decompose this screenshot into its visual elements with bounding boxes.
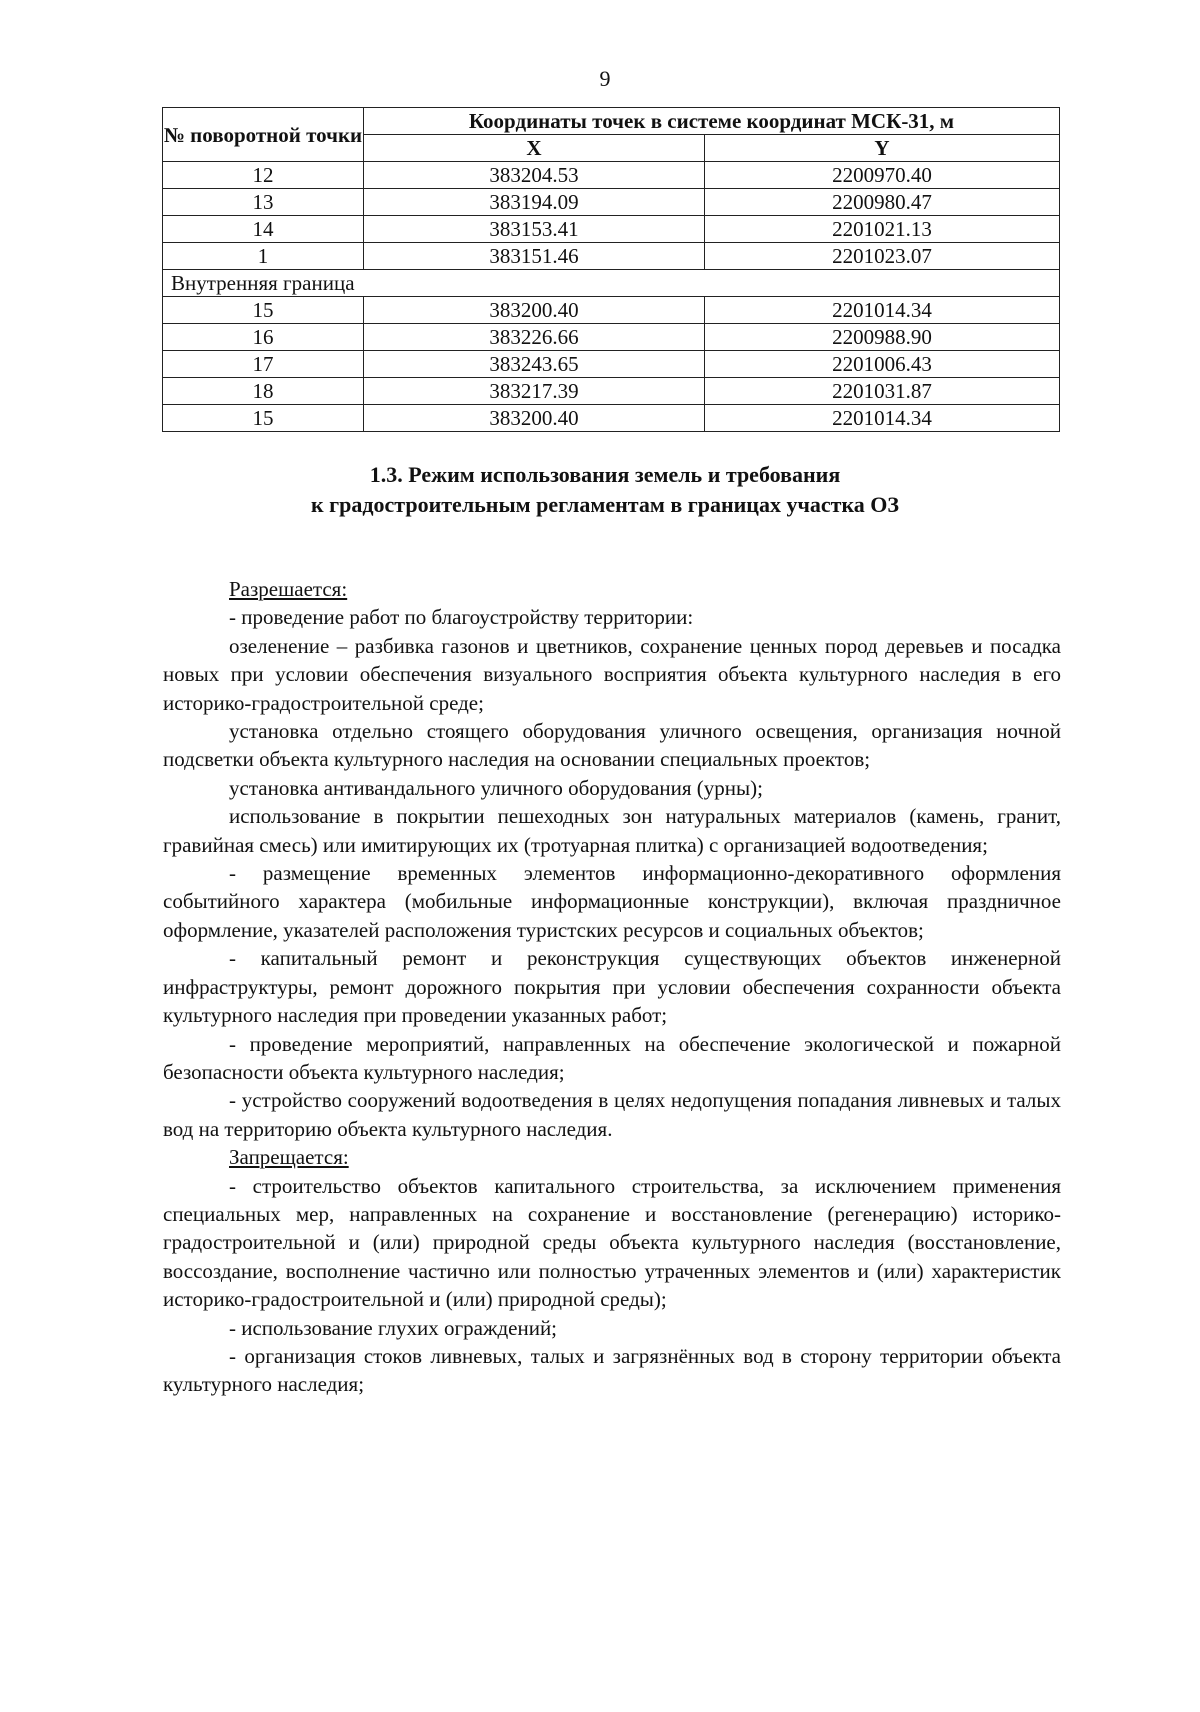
coordinates-table	[162, 107, 1060, 432]
page-number: 9	[599, 66, 611, 91]
paragraph: - использование глухих ограждений;	[229, 1315, 558, 1340]
cell-y: 2200970.40	[705, 162, 1060, 189]
allowed-label: Разрешается:	[229, 577, 348, 601]
section-inner-boundary: Внутренняя граница	[163, 270, 1060, 297]
cell-x: 383200.40	[364, 297, 705, 324]
paragraph: - капитальный ремонт и реконструкция существующих объектов инженерной инфраструктуры, ремонт дорожного покрытия при условии обеспечения сохранности объекта культурного наследия при проведении указанных работ;	[163, 946, 1061, 1028]
cell-n: 15	[163, 405, 364, 432]
cell-x: 383194.09	[364, 189, 705, 216]
cell-n: 13	[163, 189, 364, 216]
cell-x: 383243.65	[364, 351, 705, 378]
table-row	[163, 378, 1060, 405]
cell-x: 383204.53	[364, 162, 705, 189]
paragraph: установка отдельно стоящего оборудования уличного освещения, организация ночной подсветки объекта культурного наследия на основании специальных проектов;	[163, 719, 1061, 772]
heading-line: 1.3. Режим использования земель и требования	[369, 462, 841, 487]
cell-x: 383151.46	[364, 243, 705, 270]
table-row	[163, 189, 1060, 216]
table-header-row	[163, 108, 1060, 135]
paragraph: - организация стоков ливневых, талых и загрязнённых вод в сторону территории объекта культурного наследия;	[163, 1343, 1061, 1397]
cell-y: 2200988.90	[705, 324, 1060, 351]
section-heading	[0, 460, 1200, 520]
paragraph: озеленение – разбивка газонов и цветников, сохранение ценных пород деревьев и посадка новых при условии обеспечения визуального восприятия объекта культурного наследия в его историко-градостроительной среде;	[163, 633, 1061, 715]
table-row	[163, 351, 1060, 378]
heading-line: к градостроительным регламентам в границах участка ОЗ	[310, 492, 900, 517]
cell-n: 18	[163, 378, 364, 405]
body-text	[163, 575, 1061, 1399]
cell-y: 2201014.34	[705, 297, 1060, 324]
paragraph: установка антивандального уличного оборудования (урны);	[229, 775, 763, 800]
cell-x: 383200.40	[364, 405, 705, 432]
header-x: X	[364, 135, 705, 162]
table-section-row	[163, 270, 1060, 297]
table-row	[163, 243, 1060, 270]
paragraph: - проведение работ по благоустройству территории:	[229, 605, 694, 630]
cell-y: 2201023.07	[705, 243, 1060, 270]
header-coordinates: Координаты точек в системе координат МСК-31, м	[364, 108, 1060, 135]
cell-y: 2200980.47	[705, 189, 1060, 216]
table-row	[163, 297, 1060, 324]
cell-y: 2201031.87	[705, 378, 1060, 405]
cell-y: 2201014.34	[705, 405, 1060, 432]
paragraph: - размещение временных элементов информационно-декоративного оформления событийного характера (мобильные информационные конструкции), включая праздничное оформление, указателей расположения туристских ресурсов и социальных объектов;	[163, 861, 1061, 942]
cell-n: 1	[163, 243, 364, 270]
cell-n: 12	[163, 162, 364, 189]
header-point-number: № поворотной точки	[163, 108, 364, 162]
paragraph: использование в покрытии пешеходных зон натуральных материалов (камень, гранит, гравийная смесь) или имитирующих их (тротуарная плитка) с организацией водоотведения;	[163, 804, 1061, 857]
cell-x: 383226.66	[364, 324, 705, 351]
table-row	[163, 324, 1060, 351]
header-y: Y	[705, 135, 1060, 162]
paragraph: - проведение мероприятий, направленных на обеспечение экологической и пожарной безопасности объекта культурного наследия;	[163, 1031, 1061, 1084]
cell-y: 2201006.43	[705, 351, 1060, 378]
cell-y: 2201021.13	[705, 216, 1060, 243]
cell-n: 17	[163, 351, 364, 378]
prohibited-label: Запрещается:	[229, 1145, 349, 1170]
table-row	[163, 216, 1060, 243]
cell-n: 15	[163, 297, 364, 324]
cell-n: 14	[163, 216, 364, 243]
paragraph: - устройство сооружений водоотведения в целях недопущения попадания ливневых и талых вод на территорию объекта культурного наследия.	[163, 1088, 1061, 1141]
table-row	[163, 405, 1060, 432]
paragraph: - строительство объектов капитального строительства, за исключением применения специальных мер, направленных на сохранение и восстановление (регенерацию) историко-градостроительной и (или) природной среды объекта культурного наследия (восстановление, воссоздание, восполнение частично или полностью утраченных элементов и (или) характеристик историко-градостроительной и (или) природной среды);	[163, 1173, 1061, 1312]
table-row	[163, 162, 1060, 189]
cell-n: 16	[163, 324, 364, 351]
cell-x: 383217.39	[364, 378, 705, 405]
cell-x: 383153.41	[364, 216, 705, 243]
